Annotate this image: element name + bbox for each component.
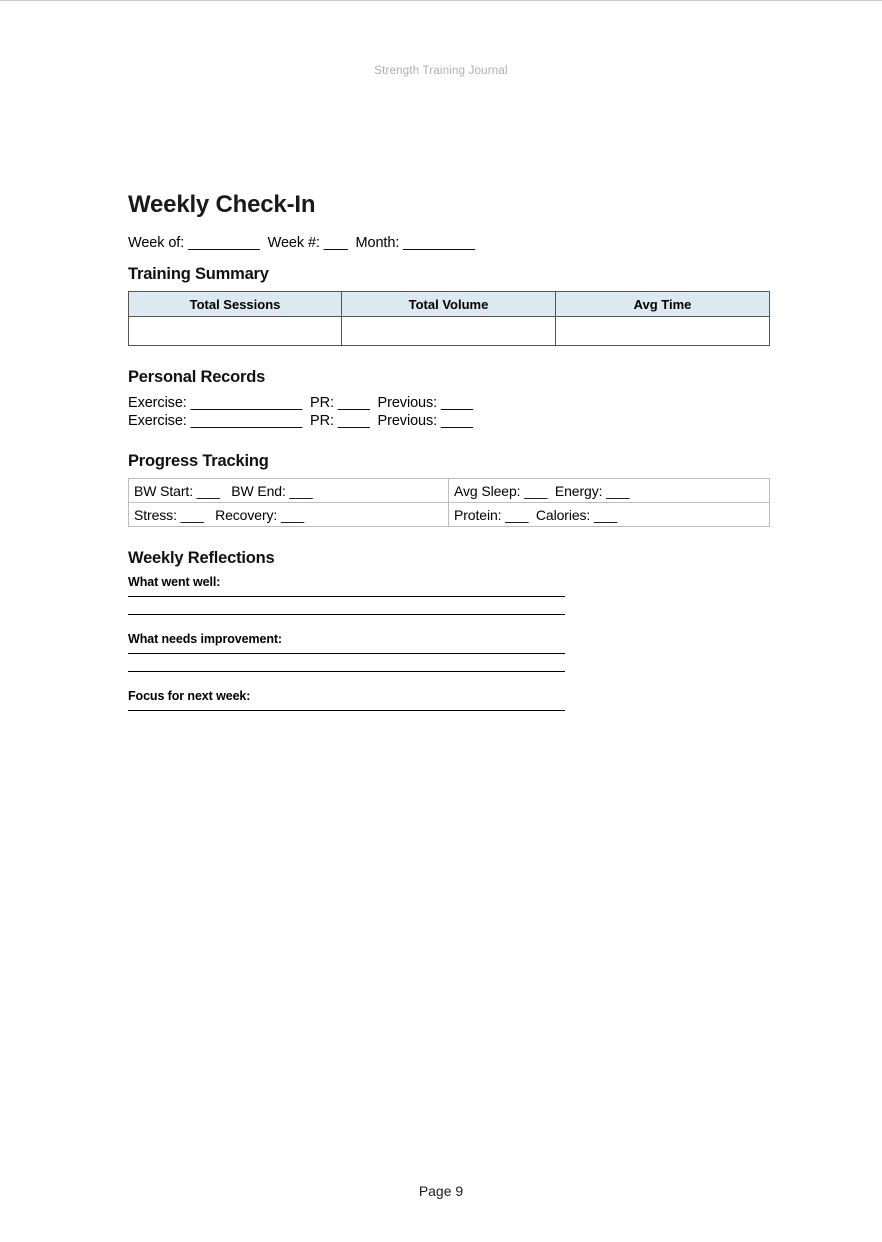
personal-record-line-2: Exercise: ______________ PR: ____ Previous: ____ [128, 413, 473, 429]
column-header-total-volume: Total Volume [342, 292, 556, 317]
running-header: Strength Training Journal [374, 65, 508, 77]
week-meta-line: Week of: _________ Week #: ___ Month: _________ [128, 235, 475, 251]
page-content [128, 191, 769, 728]
section-title-training-summary: Training Summary [128, 265, 269, 283]
write-line[interactable] [128, 614, 565, 615]
reflection-block-what-needs-improvement [128, 632, 769, 672]
table-header-row [129, 292, 770, 317]
cell-total-sessions[interactable] [129, 317, 342, 346]
page-footer: Page 9 [418, 1183, 464, 1199]
cell-bodyweight[interactable]: BW Start: ___ BW End: ___ [129, 479, 449, 503]
write-line[interactable] [128, 653, 565, 654]
write-line[interactable] [128, 710, 565, 711]
column-header-avg-time: Avg Time [556, 292, 770, 317]
cell-stress-recovery[interactable]: Stress: ___ Recovery: ___ [129, 503, 449, 527]
cell-protein-calories[interactable]: Protein: ___ Calories: ___ [449, 503, 770, 527]
progress-tracking-table [128, 478, 770, 527]
table-row [129, 503, 770, 527]
reflection-label-what-needs-improvement: What needs improvement: [128, 632, 282, 646]
reflection-label-focus-next-week: Focus for next week: [128, 689, 251, 703]
training-summary-table [128, 291, 770, 346]
table-row [129, 479, 770, 503]
personal-record-line-1: Exercise: ______________ PR: ____ Previous: ____ [128, 395, 473, 411]
reflection-block-what-went-well [128, 575, 769, 615]
section-title-personal-records: Personal Records [128, 368, 266, 386]
spacer [128, 527, 769, 549]
spacer [128, 346, 769, 368]
cell-total-volume[interactable] [342, 317, 556, 346]
reflection-block-focus-next-week [128, 689, 769, 711]
write-line[interactable] [128, 596, 565, 597]
spacer [128, 430, 769, 452]
cell-avg-time[interactable] [556, 317, 770, 346]
table-row [129, 317, 770, 346]
section-title-progress-tracking: Progress Tracking [128, 452, 269, 470]
section-title-weekly-reflections: Weekly Reflections [128, 549, 275, 567]
page-title: Weekly Check-In [128, 191, 316, 218]
column-header-total-sessions: Total Sessions [129, 292, 342, 317]
reflection-label-what-went-well: What went well: [128, 575, 221, 589]
cell-sleep-energy[interactable]: Avg Sleep: ___ Energy: ___ [449, 479, 770, 503]
write-line[interactable] [128, 671, 565, 672]
